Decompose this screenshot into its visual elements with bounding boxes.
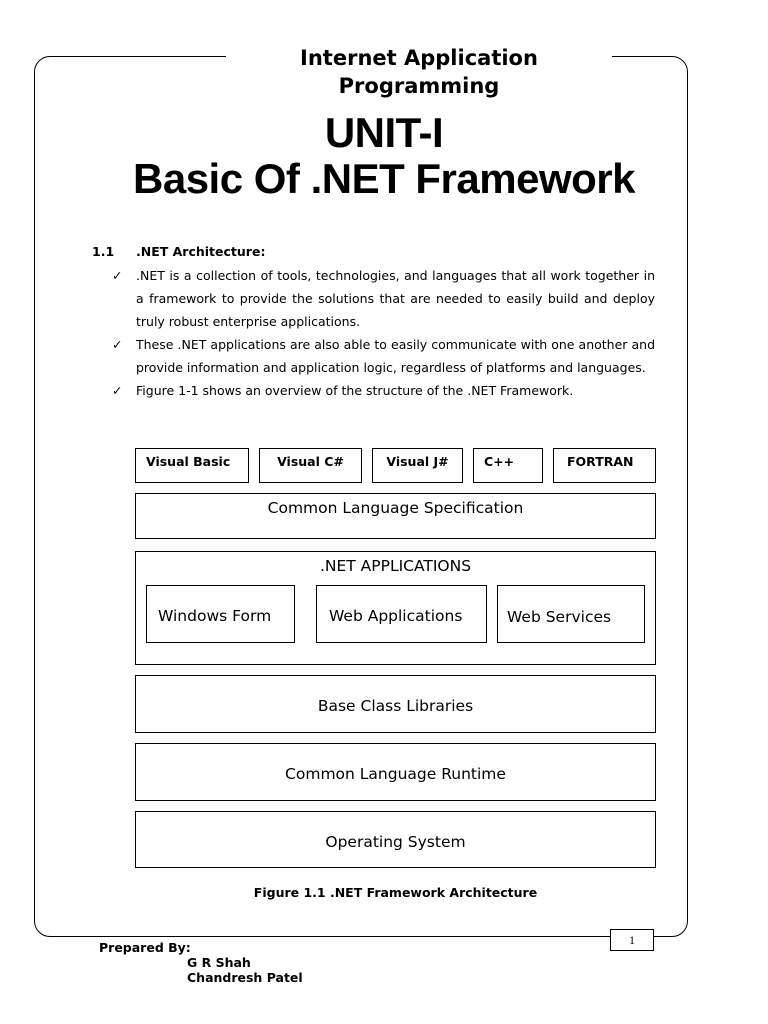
page-number: 1 — [610, 929, 654, 951]
lang-box-visual-csharp: Visual C# — [259, 448, 362, 483]
list-item — [112, 333, 655, 379]
lang-box-visual-jsharp: Visual J# — [372, 448, 463, 483]
cls-label: Common Language Specification — [267, 499, 524, 517]
checkmark-icon: ✓ — [112, 383, 123, 398]
list-item — [112, 264, 655, 333]
lang-box-cpp: C++ — [473, 448, 543, 483]
unit-number: UNIT-I — [324, 109, 444, 156]
prepared-by — [99, 940, 303, 985]
app-label: Web Applications — [329, 607, 463, 625]
checkmark-icon: ✓ — [112, 337, 123, 352]
app-box-windows-form — [146, 585, 295, 643]
figure-caption: Figure 1.1 .NET Framework Architecture — [253, 885, 538, 900]
bullet-text: Figure 1-1 shows an overview of the structure of the .NET Framework. — [136, 383, 574, 398]
bullet-text: These .NET applications are also able to easily communicate with one another and provide information and application logic, regardless of platforms and languages. — [136, 337, 655, 375]
author-name: Chandresh Patel — [187, 970, 303, 985]
app-label: Windows Form — [158, 607, 272, 625]
section-heading — [92, 244, 265, 259]
section-title: .NET Architecture: — [136, 244, 266, 259]
os-label: Operating System — [325, 833, 466, 851]
bcl-label: Base Class Libraries — [317, 697, 474, 715]
clr-label: Common Language Runtime — [285, 765, 506, 783]
app-label: Web Services — [507, 608, 612, 626]
os-box — [135, 811, 656, 868]
list-item — [112, 379, 655, 402]
section-number: 1.1 — [92, 244, 115, 259]
unit-title — [40, 110, 728, 202]
prepared-by-label: Prepared By: — [99, 940, 191, 955]
unit-name: Basic Of .NET Framework — [133, 155, 635, 202]
checkmark-icon: ✓ — [112, 268, 123, 283]
cls-box — [135, 493, 656, 539]
apps-box — [135, 551, 656, 665]
app-box-web-services — [497, 585, 645, 643]
clr-box — [135, 743, 656, 801]
lang-box-visual-basic: Visual Basic — [135, 448, 249, 483]
bullet-text: .NET is a collection of tools, technologies, and languages that all work together in a framework to provide the solutions that are needed to easily build and deploy truly robust enterprise applications. — [136, 268, 655, 329]
header-title: Internet Application Programming — [300, 46, 538, 98]
bcl-box — [135, 675, 656, 733]
lang-box-fortran: FORTRAN — [553, 448, 656, 483]
apps-title: .NET APPLICATIONS — [319, 557, 472, 575]
author-name: G R Shah — [187, 955, 251, 970]
bullet-list — [112, 264, 655, 402]
app-box-web-applications — [316, 585, 487, 643]
